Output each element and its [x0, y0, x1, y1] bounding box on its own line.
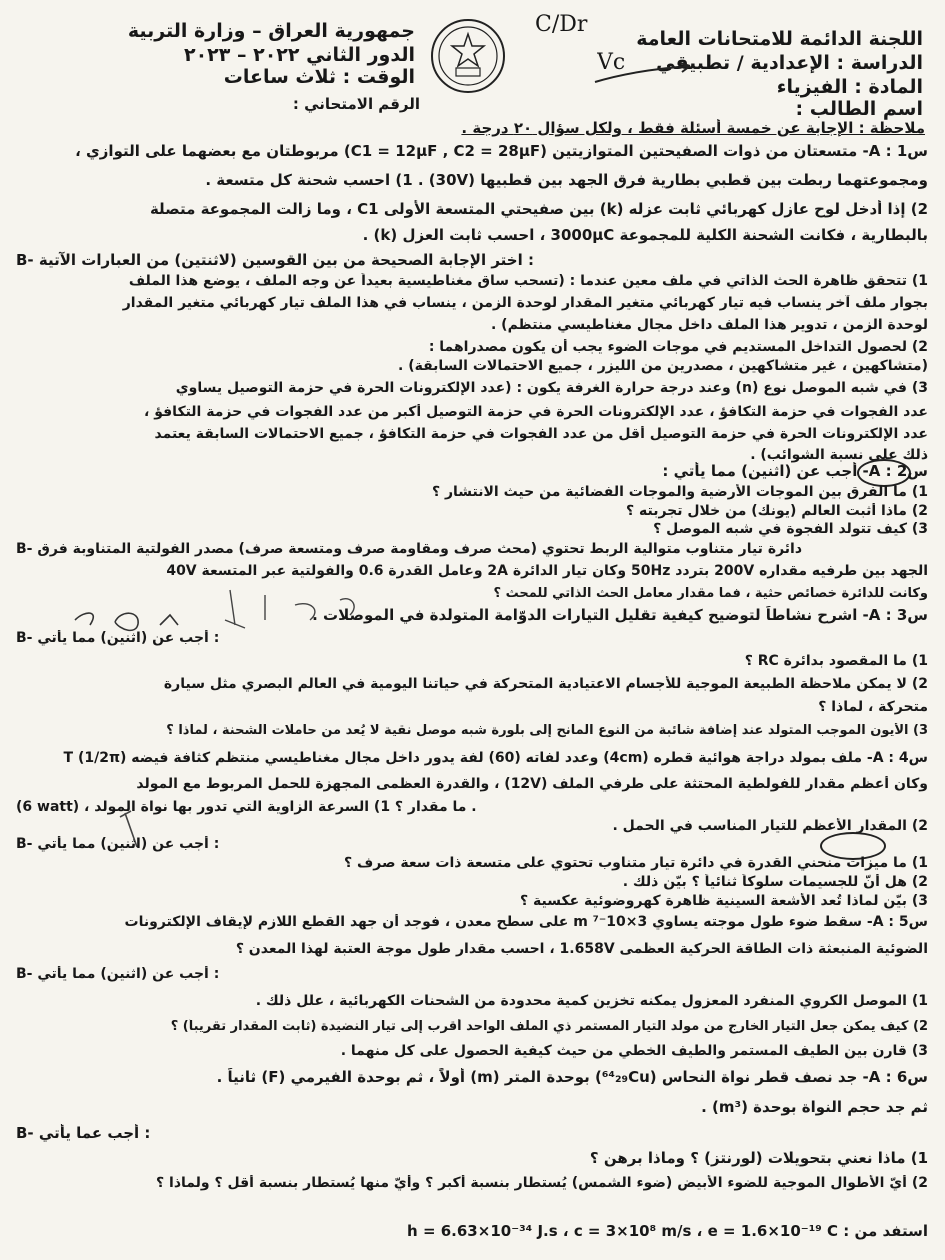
q3-b-heading: B- أجب عن (اثنين) مما يأتي :: [16, 630, 220, 646]
q5-b-heading: B- أجب عن (اثنين) مما يأتي :: [16, 966, 220, 982]
q3-b3: 3) الأيون الموجب المتولد عند إضافة شائبة من النوع المانح إلى بلورة شبه موصل نقية لا يُعد من حاملات الشحنة ، لماذا ؟: [166, 723, 928, 738]
exam-note: ملاحظة : الإجابة عن خمسة أسئلة فقط ، ولكل سؤال ٢٠ درجة .: [461, 119, 925, 137]
ministry-name: جمهورية العراق – وزارة التربية: [127, 20, 415, 42]
student-name-label: اسم الطالب :: [795, 98, 923, 120]
q2-b-line2: الجهد بين طرفيه مقداره 200V بتردد 50Hz وكان تيار الدائرة 2A وعامل القدرة 0.6 والفولتية عبر المتسعة 40V: [166, 563, 928, 579]
q1-b3-line2: عدد الفجوات في حزمة التكافؤ ، عدد الإلكترونات الحرة في حزمة التوصيل أكبر من عدد الفجوات في حزمة التكافؤ ،: [144, 404, 928, 420]
exam-number-label: الرقم الامتحاني :: [292, 95, 420, 113]
q1-b3-line4: ذلك على نسبة الشوائب) .: [750, 447, 928, 463]
q2-a1: 1) ما الفرق بين الموجات الأرضية والموجات الفضائية من حيث الانتشار ؟: [431, 484, 928, 500]
ministry-emblem: [428, 16, 508, 96]
q4-b2: 2) هل أنّ للجسيمات سلوكاً ثنائياً ؟ بيّن ذلك .: [622, 874, 928, 890]
q4-b3: 3) بيّن لماذا تُعد الأشعة السينية ظاهرة كهروضوئية عكسية ؟: [520, 893, 928, 909]
q2-b-line1: B- دائرة تيار متناوب متوالية الربط تحتوي (محث صرف ومقاومة صرف ومتسعة صرف) مصدر الفولتية المتناوبة فرق: [16, 541, 803, 557]
q3-b2-line1: 2) لا يمكن ملاحظة الطبيعة الموجية للأجسام الاعتيادية المتحركة في حياتنا اليومية في العالم البصري مثل سيارة: [163, 676, 928, 692]
q6-a-line2: ثم جد حجم النواة بوحدة (m³) .: [701, 1098, 928, 1116]
q1-b1-line2: بجوار ملف آخر ينساب فيه تيار كهربائي متغير المقدار لوحدة الزمن ، ينساب في هذا الملف تيار كهربائي متغير المقدار: [122, 295, 928, 311]
q6-b-heading: B- أجب عما يأتي :: [16, 1124, 151, 1142]
q6-a-line1: س6 : A- جد نصف قطر نواة النحاس (⁶⁴₂₉Cu) بوحدة المتر (m) أولاً ، ثم بوحدة الفيرمي (F) ثانياً .: [216, 1068, 928, 1086]
q4-b-heading: B- أجب عن (اثنين) مما يأتي :: [16, 836, 220, 852]
handwritten-mark-top: C/Dr: [535, 12, 588, 37]
q4-b1: 1) ما ميزات منحني القدرة في دائرة تيار متناوب تحتوي على متسعة ذات سعة صرف ؟: [344, 855, 928, 871]
q1-b1-line3: لوحدة الزمن ، تدوير هذا الملف داخل مجال مغناطيسي منتظم) .: [490, 317, 928, 333]
q5-b2: 2) كيف يمكن جعل التيار الخارج من مولد التيار المستمر ذي الملف الواحد أقرب إلى تيار النضيدة (ثابت المقدار تقريباً) ؟: [170, 1019, 928, 1034]
q4-a-line4: 2) المقدار الأعظم للتيار المناسب في الحمل .: [612, 818, 928, 834]
q1-a-line3: 2) إذا أدخل لوح عازل كهربائي ثابت عزله (k) بين صفيحتي المتسعة الأولى C1 ، وما زالت المجموعة متصلة: [149, 200, 928, 218]
q5-a-line2: الضوئية المنبعثة ذات الطاقة الحركية العظمى 1.658V ، احسب مقدار طول موجة العتبة لهذا المعدن ؟: [235, 941, 928, 957]
q6-b1: 1) ماذا نعني بتحويلات (لورنتز) ؟ وماذا برهن ؟: [589, 1149, 928, 1167]
q1-a-line1: س1 : A- متسعتان من ذوات الصفيحتين المتوازيتين (C1 = 12μF , C2 = 28μF) مربوطتان مع بعضهما على التوازي ،: [75, 142, 928, 160]
q5-b3: 3) قارن بين الطيف المستمر والطيف الخطي من حيث كيفية الحصول على كل منهما .: [340, 1043, 928, 1059]
q1-b1-line1: 1) تتحقق ظاهرة الحث الذاتي في ملف معين عندما : (تسحب ساق مغناطيسية بعيداً عن وجه الملف ، يوضع هذا الملف: [128, 273, 928, 289]
q1-a-line4: بالبطارية ، فكانت الشحنة الكلية للمجموعة 3000μC ، احسب ثابت العزل (k) .: [362, 226, 928, 244]
q4-a-line3: (6 watt) ، ما مقدار ؟ 1) السرعة الزاوية التي تدور بها نواة المولد .: [16, 799, 477, 815]
q3-b2-line2: متحركة ، لماذا ؟: [818, 699, 928, 715]
q5-b1: 1) الموصل الكروي المنفرد المعزول يمكنه تخزين كمية محدودة من الشحنات الكهربائية ، علل ذلك .: [255, 993, 928, 1009]
study-branch: الدراسة : الإعدادية / تطبيقي: [656, 52, 923, 74]
exam-session: الدور الثاني ٢٠٢٢ – ٢٠٢٣: [183, 44, 415, 66]
q2-a2: 2) ماذا أثبت العالم (يونك) من خلال تجربته ؟: [626, 503, 928, 519]
q4-a-line1: س4 : A- ملف بمولد دراجة هوائية قطره (4cm) وعدد لفاته (60) لفة يدور داخل مجال مغناطيسي منتظم كثافة فيضه T (1/2π): [63, 750, 928, 766]
q4-a-line2: وكان أعظم مقدار للفولطية المحتثة على طرفي الملف (12V) ، والقدرة العظمى المجهزة للحمل المربوط مع المولد: [136, 776, 928, 792]
q1-a-line2: ومجموعتهما ربطت بين قطبي بطارية فرق الجهد بين قطبيها (30V) . 1) احسب شحنة كل متسعة .: [205, 171, 928, 189]
q2-a3: 3) كيف تتولد الفجوة في شبه الموصل ؟: [653, 521, 928, 537]
q2-a-heading: س2 : A- أجب عن (اثنين) مما يأتي :: [662, 462, 928, 480]
constants-line: استفد من : h = 6.63×10⁻³⁴ J.s ، c = 3×10⁸ m/s ، e = 1.6×10⁻¹⁹ C: [407, 1222, 928, 1240]
committee-name: اللجنة الدائمة للامتحانات العامة: [636, 28, 923, 50]
q1-b2-line1: 2) لحصول التداخل المستديم في موجات الضوء يجب أن يكون مصدراهما :: [428, 339, 928, 355]
q3-b1: 1) ما المقصود بدائرة RC ؟: [744, 653, 928, 669]
exam-duration: الوقت : ثلاث ساعات: [223, 66, 415, 88]
q2-b-line3: وكانت للدائرة خصائص حثية ، فما مقدار معامل الحث الذاتي للمحث ؟: [493, 586, 928, 601]
q1-b-heading: B- اختر الإجابة الصحيحة من بين القوسين (لاثنتين) من العبارات الآتية :: [16, 251, 534, 269]
q3-a: س3 : A- اشرح نشاطاً لتوضيح كيفية تقليل التيارات الدوّامة المتولدة في الموصلات .: [312, 606, 928, 624]
q1-b3-line1: 3) في شبه الموصل نوع (n) وعند درجة حرارة الغرفة يكون : (عدد الإلكترونات الحرة في حزمة التوصيل يساوي: [175, 380, 928, 396]
q1-b3-line3: عدد الإلكترونات الحرة في حزمة التوصيل أقل من عدد الفجوات في حزمة التكافؤ ، جميع الاحتمالات السابقة يعتمد: [154, 426, 928, 442]
subject: المادة : الفيزياء: [776, 76, 923, 98]
q6-b2: 2) أيّ الأطوال الموجية للضوء الأبيض (ضوء الشمس) يُستطار بنسبة أكبر ؟ وأيّ منها يُستطار بنسبة أقل ؟ ولماذا ؟: [156, 1175, 928, 1191]
q5-a-line1: س5 : A- سقط ضوء طول موجته يساوي 3×10⁻⁷ m على سطح معدن ، فوجد أن جهد القطع اللازم لإيقاف الإلكترونات: [124, 914, 928, 930]
handwritten-mark-check: Vc: [597, 50, 626, 75]
q1-b2-line2: (متشاكهين ، غير متشاكهين ، مصدرين من الليزر ، جميع الاحتمالات السابقة) .: [398, 358, 928, 374]
